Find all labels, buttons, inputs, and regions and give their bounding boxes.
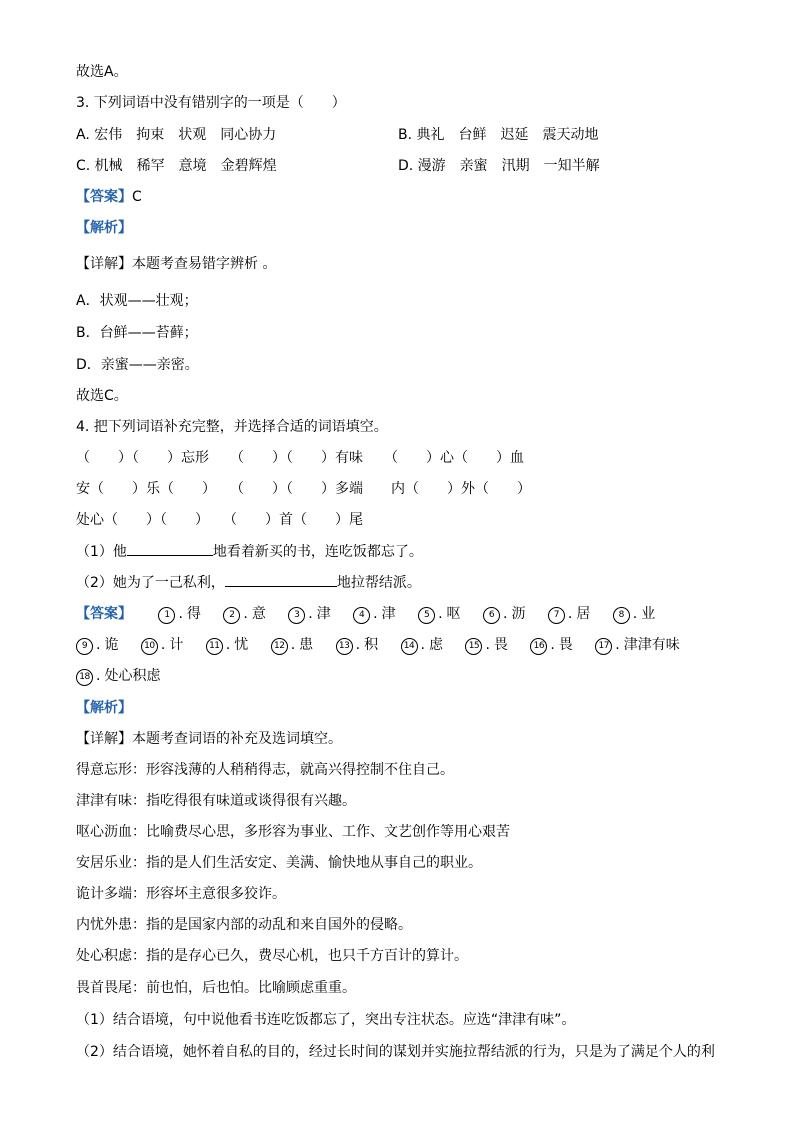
- explanation-line: 得意忘形：形容浅薄的人稍稍得志，就高兴得控制不住自己。: [76, 762, 454, 778]
- option-d: D. 漫游 亲蜜 汛期 一知半解: [398, 158, 600, 174]
- option-c: C. 机械 稀罕 意境 金碧辉煌: [76, 158, 277, 174]
- explanation-line: （2）结合语境，她怀着自私的目的，经过长时间的谋划并实施拉帮结派的行为，只是为了满足个人的利: [76, 1044, 715, 1060]
- sentence-blank-1: （1）他 地看着新买的书，连吃饭都忘了。: [76, 540, 718, 562]
- analysis-tag: 【解析】: [76, 220, 132, 236]
- detail-text: 本题考查易错字辨析 。: [132, 256, 277, 272]
- answer-item: 14 . 虑: [401, 634, 443, 656]
- fix-line: B．台鲜——苔藓；: [76, 325, 198, 341]
- answer-item: 3 . 津: [288, 603, 330, 625]
- answer-item: 6 . 沥: [483, 603, 525, 625]
- explanation-line: 畏首畏尾：前也怕，后也怕。比喻顾虑重重。: [76, 980, 356, 996]
- question-3-analysis: [76, 217, 718, 239]
- question-4-analysis: [76, 697, 718, 719]
- explanation-line: 内忧外患：指的是国家内部的动乱和来自国外的侵略。: [76, 917, 412, 933]
- question-3-detail: [76, 253, 718, 275]
- sentence-blank-2: （2）她为了一己私利， 地拉帮结派。: [76, 571, 718, 593]
- answer-item: 18 . 处心积虑: [76, 665, 160, 687]
- answer-item: 1 . 得: [158, 603, 200, 625]
- answer-value: C: [132, 189, 142, 205]
- answer-item: 12 . 患: [271, 634, 313, 656]
- answer-item: 11 . 忧: [206, 634, 248, 656]
- question-4-answers-row-2: [76, 634, 718, 656]
- explanation-line: 呕心沥血：比喻费尽心思，多形容为事业、工作、文艺创作等用心艰苦: [76, 824, 510, 840]
- answer-item: 17 . 津津有味: [595, 634, 679, 656]
- question-4-answers-row-1: [76, 603, 718, 625]
- answer-blank: [127, 540, 213, 556]
- explanation-line: 诡计多端：形容坏主意很多狡诈。: [76, 886, 286, 902]
- answer-item: 7 . 居: [548, 603, 590, 625]
- explanation-line: 津津有味：指吃得很有味道或谈得很有兴趣。: [76, 793, 356, 809]
- answer-tag: 【答案】: [76, 189, 132, 205]
- fill-row: （ ）（ ）忘形 （ ）（ ）有味 （ ）心（ ）血: [76, 450, 524, 466]
- detail-text: 本题考查词语的补充及选词填空。: [132, 731, 342, 747]
- fill-row: 处心（ ）（ ） （ ）首（ ）尾: [76, 512, 363, 528]
- option-a: A. 宏伟 拘束 状观 同心协力: [76, 127, 277, 143]
- question-3-answer: [76, 186, 718, 208]
- option-b: B. 典礼 台鲜 迟延 震天动地: [398, 127, 599, 143]
- answer-item: 16 . 畏: [530, 634, 572, 656]
- explanation-line: 安居乐业：指的是人们生活安定、美满、愉快地从事自己的职业。: [76, 855, 482, 871]
- answer-tag: 【答案】: [76, 606, 132, 622]
- fix-line: A．状观——壮观；: [76, 293, 198, 309]
- answer-item: 9 . 诡: [76, 634, 118, 656]
- analysis-tag: 【解析】: [76, 700, 132, 716]
- question-3-stem: 3. 下列词语中没有错别字的一项是（ ）: [76, 95, 346, 111]
- question-4-stem: 4. 把下列词语补充完整，并选择合适的词语填空。: [76, 419, 388, 435]
- answer-item: 4 . 津: [353, 603, 395, 625]
- question-4-answers-row-3: [76, 665, 718, 687]
- answer-item: 5 . 呕: [418, 603, 460, 625]
- fix-line: D．亲蜜——亲密。: [76, 357, 199, 373]
- explanation-line: 处心积虑：指的是存心已久，费尽心机，也只千方百计的算计。: [76, 948, 468, 964]
- fill-row: 安（ ）乐（ ） （ ）（ ）多端 内（ ）外（ ）: [76, 481, 531, 497]
- answer-item: 13 . 积: [336, 634, 378, 656]
- answer-item: 2 . 意: [223, 603, 265, 625]
- detail-tag: 【详解】: [76, 731, 132, 747]
- answer-item: 15 . 畏: [465, 634, 507, 656]
- question-3-options-row-1: [76, 124, 718, 146]
- question-3-options-row-2: [76, 155, 718, 177]
- answer-item: 10 . 计: [141, 634, 183, 656]
- answer-blank: [225, 571, 337, 587]
- prev-conclusion: 故选A。: [76, 64, 128, 80]
- answer-item: 8 . 业: [613, 603, 655, 625]
- detail-tag: 【详解】: [76, 256, 132, 272]
- question-3-conclusion: 故选C。: [76, 388, 128, 404]
- question-4-detail: [76, 728, 718, 750]
- explanation-line: （1）结合语境，句中说他看书连吃饭都忘了，突出专注状态。应选“津津有味”。: [76, 1012, 576, 1028]
